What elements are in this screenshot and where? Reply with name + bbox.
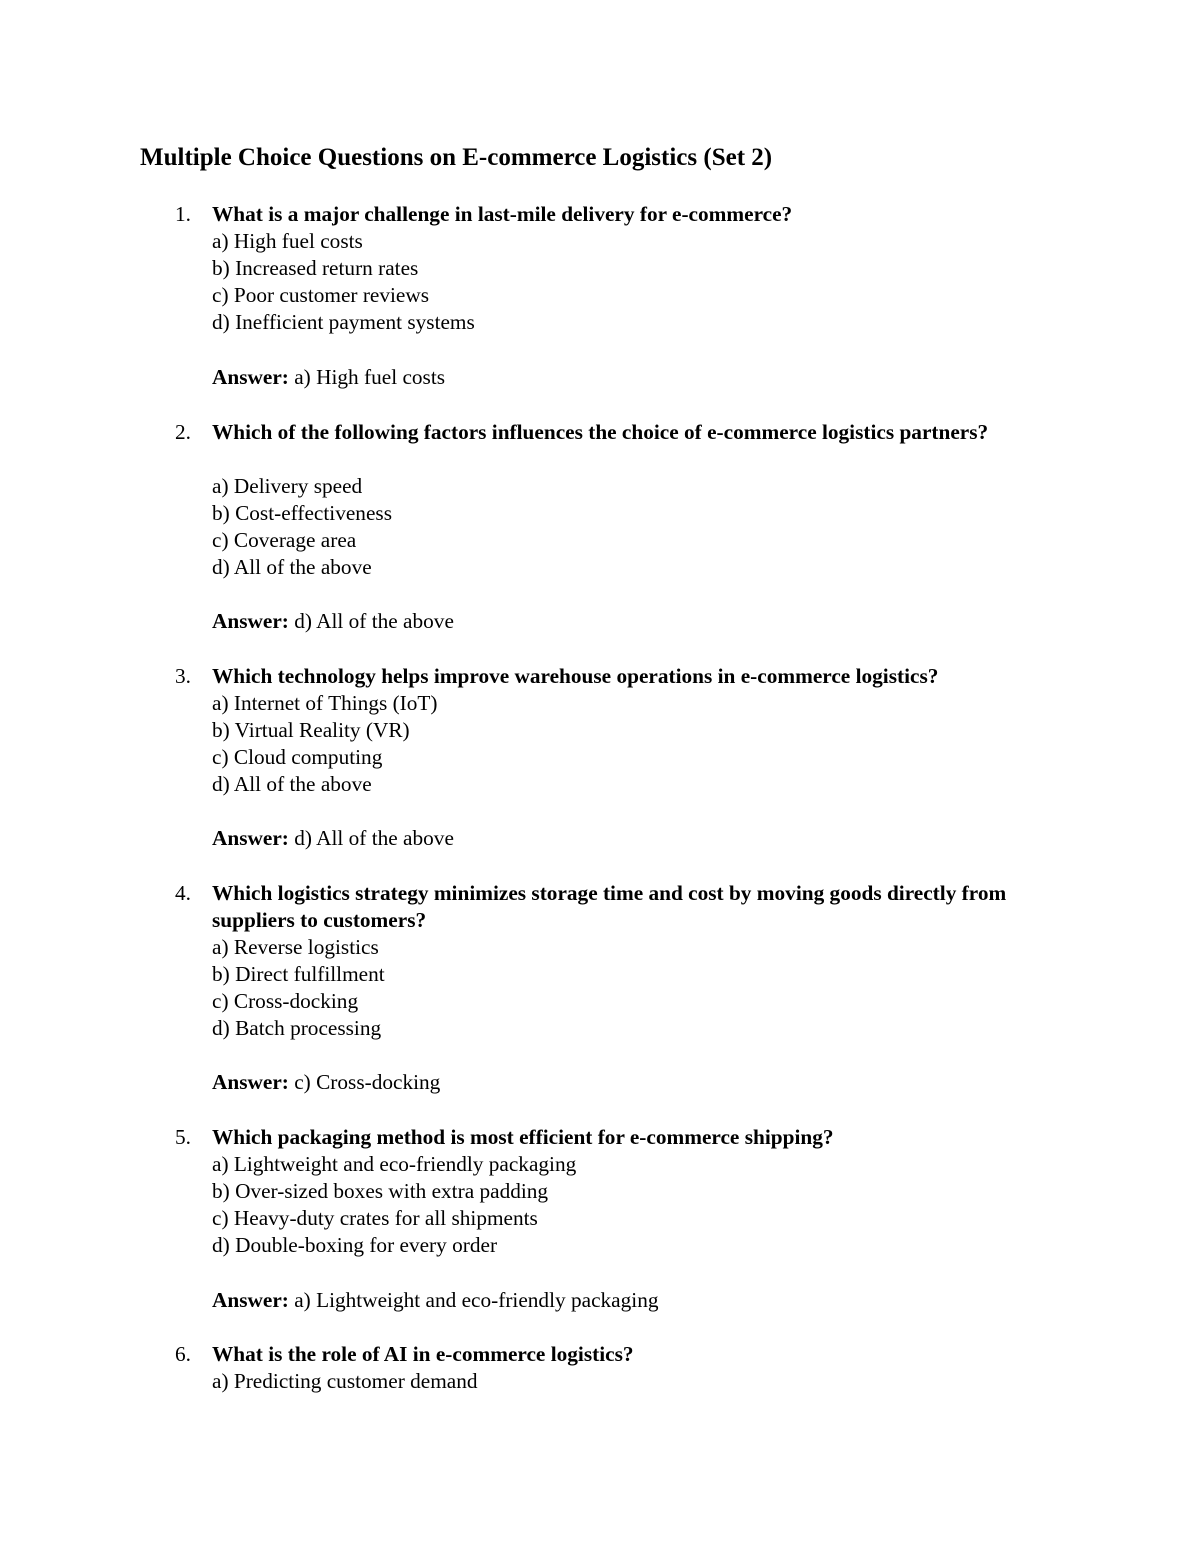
answer-line — [212, 608, 454, 635]
option-a: a) Lightweight and eco-friendly packaging — [212, 1152, 577, 1176]
question-text: Which technology helps improve warehouse operations in e-commerce logistics? — [212, 664, 939, 688]
question-text: What is the role of AI in e-commerce logistics? — [212, 1342, 634, 1366]
option-b: b) Cost-effectiveness — [212, 501, 392, 525]
question-number: 4. — [175, 881, 191, 905]
option-a: a) High fuel costs — [212, 229, 363, 253]
answer-text: a) Lightweight and eco-friendly packaging — [294, 1288, 659, 1312]
answer-line — [212, 825, 454, 852]
question-number: 6. — [175, 1342, 191, 1366]
option-b: b) Direct fulfillment — [212, 962, 385, 986]
option-d: d) All of the above — [212, 555, 372, 579]
option-c: c) Cross-docking — [212, 989, 359, 1013]
option-a: a) Delivery speed — [212, 474, 363, 498]
answer-label: Answer: — [212, 1070, 289, 1094]
option-c: c) Heavy-duty crates for all shipments — [212, 1206, 538, 1230]
question-text: Which packaging method is most efficient for e-commerce shipping? — [212, 1125, 834, 1149]
question-number: 2. — [175, 420, 191, 444]
answer-label: Answer: — [212, 365, 289, 389]
question-text: What is a major challenge in last-mile delivery for e-commerce? — [212, 202, 793, 226]
answer-line — [212, 364, 445, 391]
answer-label: Answer: — [212, 826, 289, 850]
option-b: b) Virtual Reality (VR) — [212, 718, 410, 742]
answer-text: a) High fuel costs — [294, 365, 446, 389]
option-b: b) Over-sized boxes with extra padding — [212, 1179, 549, 1203]
option-d: d) Double-boxing for every order — [212, 1233, 498, 1257]
answer-label: Answer: — [212, 1288, 289, 1312]
option-a: a) Internet of Things (IoT) — [212, 691, 438, 715]
option-d: d) Inefficient payment systems — [212, 310, 475, 334]
option-d: d) All of the above — [212, 772, 372, 796]
question-text: Which logistics strategy minimizes storage time and cost by moving goods directly from suppliers to customers? — [212, 881, 1007, 932]
option-c: c) Poor customer reviews — [212, 283, 430, 307]
answer-text: d) All of the above — [294, 826, 454, 850]
option-a: a) Predicting customer demand — [212, 1369, 478, 1393]
answer-line — [212, 1287, 659, 1314]
question-number: 3. — [175, 664, 191, 688]
option-b: b) Increased return rates — [212, 256, 419, 280]
answer-text: d) All of the above — [294, 609, 454, 633]
answer-text: c) Cross-docking — [294, 1070, 441, 1094]
option-c: c) Cloud computing — [212, 745, 383, 769]
question-text: Which of the following factors influences the choice of e-commerce logistics partners? — [212, 420, 989, 444]
option-c: c) Coverage area — [212, 528, 357, 552]
answer-line — [212, 1069, 440, 1096]
option-a: a) Reverse logistics — [212, 935, 379, 959]
question-number: 1. — [175, 202, 191, 226]
answer-label: Answer: — [212, 609, 289, 633]
page-title: Multiple Choice Questions on E-commerce Logistics (Set 2) — [140, 144, 773, 171]
question-number: 5. — [175, 1125, 191, 1149]
option-d: d) Batch processing — [212, 1016, 382, 1040]
